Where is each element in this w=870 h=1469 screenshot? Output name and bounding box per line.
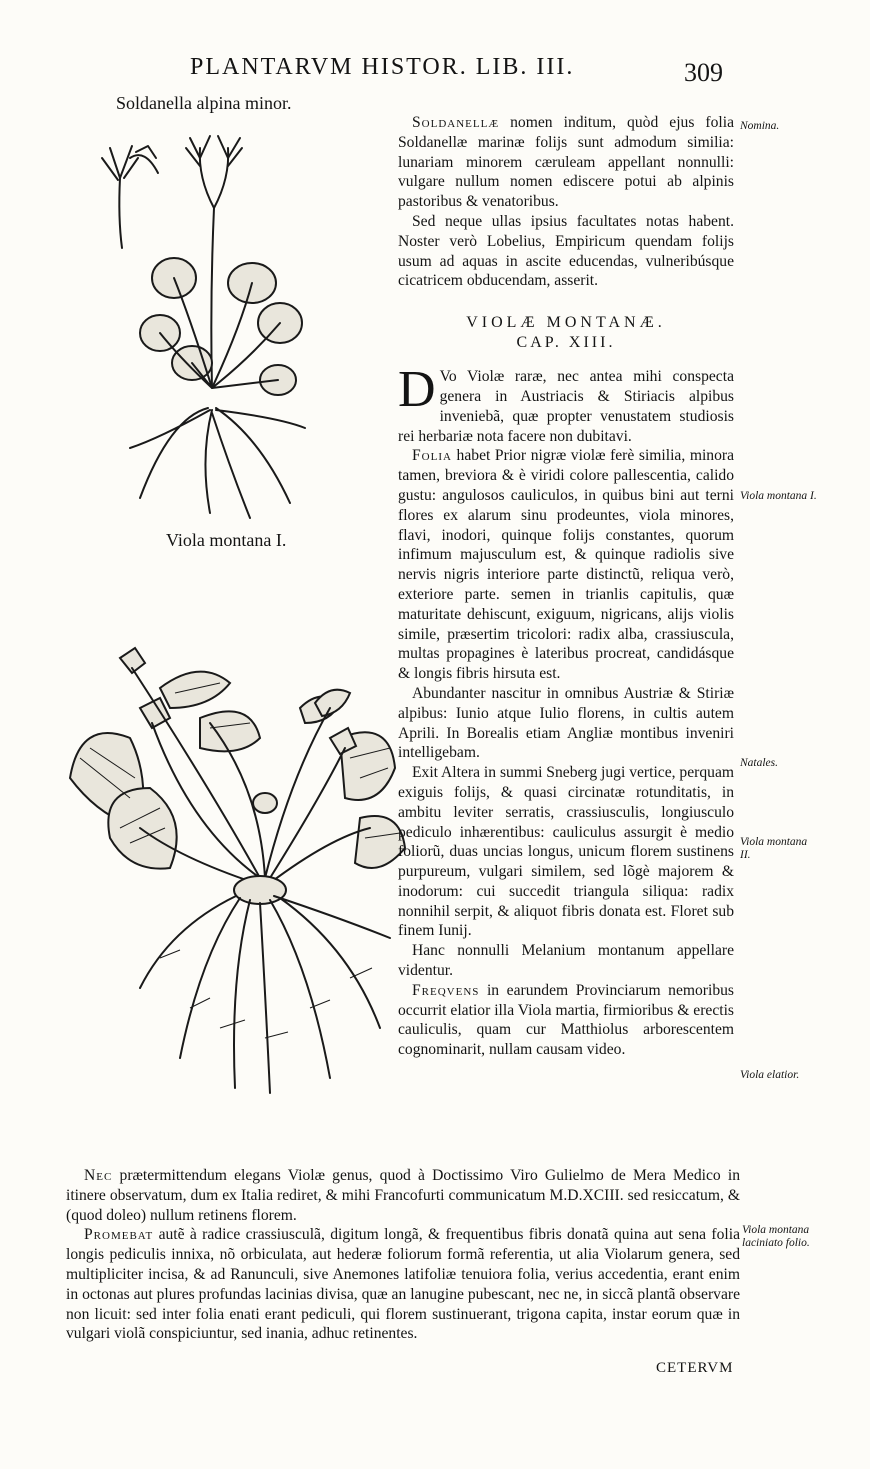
running-head: PLANTARVM HISTOR. LIB. III. (190, 54, 575, 80)
paragraph-text: nomen inditum, quòd ejus folia Soldanellæ marinæ folijs sunt admodum similia: lunariam minorem cæruleam appellant nonnulli: vulgare nullum nomen ediscere potui ab alpinis pastoribus & venatoribus. (398, 114, 734, 211)
margin-note-elatior: Viola elatior. (740, 1069, 800, 1081)
soldanella-illustration (90, 118, 320, 518)
lead-word: Promebat (84, 1226, 154, 1244)
paragraph-text: habet Prior nigræ violæ ferè similia, minora tamen, breviora & è viridi colore pallescentia, calido gustu: angulosos cauliculos, in quibus bini aut terni flores ex alarum sinu prodeuntes, viola minores, flavi, inodori, quinque folijs constantes, quorum infimum majusculum est, & quinque radiolis sive nervis nigris interiore parte distinctũ, reliqua verò, exteriore parte. semen in trianlis capitulis, quæ maturitate dehiscunt, exiguum, nigricans, alijs violis simile, præsertim tricolori: radix alba, crassiuscula, multas propagines è lateribus procreat, candidásque & longis fibris hirsuta est. (398, 447, 734, 683)
margin-note-viola-2: Viola montana II. (740, 836, 808, 861)
chapter-heading: VIOLÆ MONTANÆ. (466, 314, 666, 332)
drop-cap: D (398, 361, 436, 419)
margin-note-laciniato: Viola montana laciniato folio. (742, 1224, 810, 1249)
catchword: CETERVM (656, 1360, 734, 1376)
paragraph-text: Vo Violæ raræ, nec antea mihi conspecta genera in Austriacis & Stiriacis alpibus inveniebã, quæ propter venustatem studiosis rei herbariæ nota facere non dubitavi. (398, 368, 734, 445)
full-width-text (66, 1166, 740, 1344)
page-number: 309 (684, 58, 723, 87)
margin-note-natales: Natales. (740, 757, 779, 769)
paragraph-natales: Abundanter nascitur in omnibus Austriæ & Stiriæ alpibus: Iunio atque Iulio florens, in cultis autem Aprili. In Borealis etiam Angliæ montibus inveniri intelligebam. (398, 684, 734, 762)
viola-illustration (60, 628, 410, 1098)
paragraph-nomen (398, 113, 734, 212)
viola-caption: Viola montana I. (166, 530, 287, 550)
paragraph-frequens (398, 981, 734, 1060)
paragraph-text: prætermittendum elegans Violæ genus, quod à Doctissimo Viro Gulielmo de Mera Medico in itinere observatum, dum ex Italia rediret, & mihi Francofurti communicatum M.D.XCIII. sed resiccatum, & (quod doleo) nullum retinens florem. (66, 1167, 740, 1224)
paragraph-altera: Exit Altera in summi Sneberg jugi vertice, perquam exiguis folijs, & quasi circinatæ rotunditatis, in ambitu leviter serratis, crassiusculis, longiusculo pediculo inhærentibus: cauliculus assurgit è medio foliorũ, duas uncias longus, unicum florem sustinens purpureum, vulgari similem, sed lõgè majorem & inodorum: cui succedit triangula siliqua: radix nonnihil serpit, & aliquot fibris donata est. Floret sub finem Iunij. (398, 764, 734, 940)
lead-word: Soldanellæ (412, 114, 500, 131)
paragraph-melanium: Hanc nonnulli Melanium montanum appellare videntur. (398, 942, 734, 980)
paragraph-text: autẽ à radice crassiusculã, digitum longã, & frequentibus fibris donatã quina aut sena folia longis pediculis innixa, nõ orbiculata, aut hederæ foliorum formã referentia, ut alia Violarum genera, sed multipliciter incisa, & ad Ranunculi, sive Anemones latifoliæ tenuiora folia, verius accedentia, erant enim in octonas aut plures profundas lacinias divisa, quæ an lanugine pubescant, nec ne, in siccã plantã observare non licuit: sed inter folia enati erant pediculi, qui florem sustinuerant, trigona capita, instar eorum quæ in vulgari violã conspiciuntur, sed inania, adhuc retinentes. (66, 1226, 740, 1343)
paragraph-facultates: Sed neque ullas ipsius facultates notas habent. Noster verò Lobelius, Empiricum quendam folijs usum ad aquas in ascite educendas, vulneribúsque cicatricem obducendam, asserit. (398, 212, 734, 290)
margin-note-viola-1: Viola montana I. (740, 490, 817, 502)
lead-word: Freqvens (412, 981, 480, 999)
right-text-column (398, 113, 734, 1060)
margin-note-nomina: Nomina. (740, 120, 780, 132)
soldanella-caption: Soldanella alpina minor. (116, 93, 292, 113)
chapter-number: CAP. XIII. (516, 334, 616, 352)
paragraph-intro (398, 361, 734, 446)
paragraph-folia (398, 446, 734, 684)
lead-word: Folia (412, 447, 452, 465)
paragraph-nec (66, 1166, 740, 1225)
paragraph-promebat (66, 1225, 740, 1344)
lead-word: Nec (84, 1167, 113, 1184)
paragraph-text: in earundem Provinciarum nemoribus occurrit elatior illa Viola martia, firmioribus & erectis cauliculis, quam cur Matthiolus arborescentem cognominarit, nullam causam video. (398, 981, 734, 1059)
